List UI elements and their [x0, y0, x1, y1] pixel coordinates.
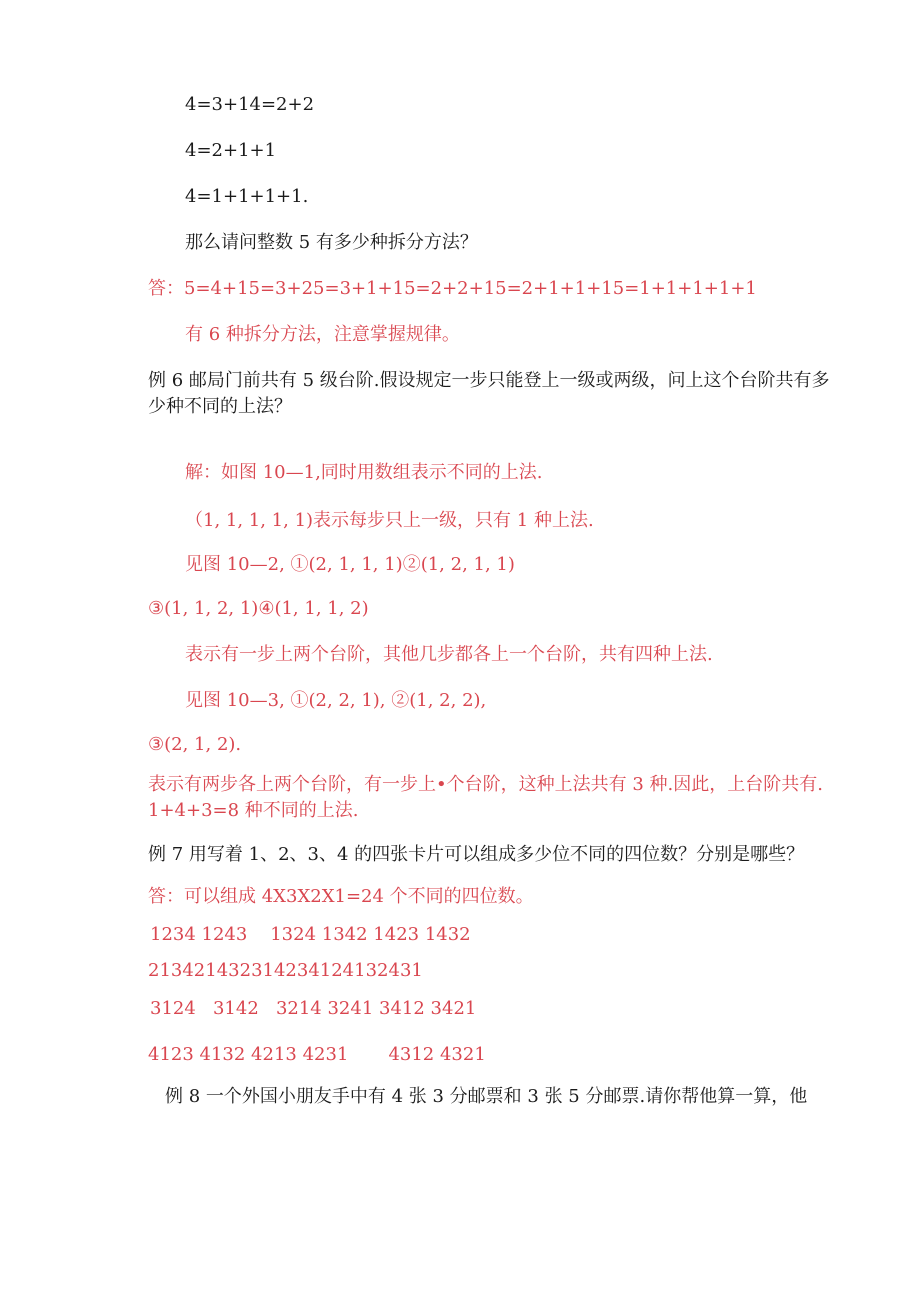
solution-line: 表示有一步上两个台阶，其他几步都各上一个台阶，共有四种上法.	[185, 644, 713, 665]
number-list-row: 3124 3142 3214 3241 3412 3421	[150, 998, 477, 1019]
equation-line: 4=3+14=2+2	[185, 94, 315, 115]
solution-line: （1, 1, 1, 1, 1)表示每步只上一级，只有 1 种上法.	[185, 510, 594, 531]
equation-line: 4=1+1+1+1.	[185, 186, 309, 207]
answer-line: 有 6 种拆分方法，注意掌握规律。	[185, 324, 460, 345]
solution-line: ③(2, 1, 2).	[148, 734, 242, 755]
number-list-row: 213421432314234124132431	[148, 960, 423, 981]
answer-line: 答：5=4+15=3+25=3+1+15=2+2+15=2+1+1+15=1+1+1+1+1	[148, 278, 757, 299]
number-list-row: 1234 1243 1324 1342 1423 1432	[150, 924, 471, 945]
number-list-row: 4123 4132 4213 4231 4312 4321	[148, 1044, 486, 1065]
solution-conclusion: 表示有两步各上两个台阶，有一步上•个台阶，这种上法共有 3 种.因此，上台阶共有. 1+4+3=8 种不同的上法.	[148, 774, 823, 821]
example-8-question: 例 8 一个外国小朋友手中有 4 张 3 分邮票和 3 张 5 分邮票.请你帮他算一算，他	[165, 1086, 808, 1107]
equation-line: 4=2+1+1	[185, 140, 277, 161]
question-line: 那么请问整数 5 有多少种拆分方法？	[185, 232, 478, 253]
solution-line: 见图 10—3, ①(2, 2, 1), ②(1, 2, 2),	[185, 690, 487, 711]
solution-line: ③(1, 1, 2, 1)④(1, 1, 1, 2)	[148, 598, 369, 619]
solution-line: 见图 10—2, ①(2, 1, 1, 1)②(1, 2, 1, 1)	[185, 554, 515, 575]
example-6-paragraph: 例 6 邮局门前共有 5 级台阶.假设规定一步只能登上一级或两级，问上这个台阶共有多少种不同的上法？	[148, 370, 830, 417]
answer-line: 答：可以组成 4X3X2X1=24 个不同的四位数。	[148, 886, 534, 907]
solution-line: 解：如图 10—1,同时用数组表示不同的上法.	[185, 462, 543, 483]
example-7-question: 例 7 用写着 1、2、3、4 的四张卡片可以组成多少位不同的四位数？分别是哪些？	[148, 844, 805, 865]
